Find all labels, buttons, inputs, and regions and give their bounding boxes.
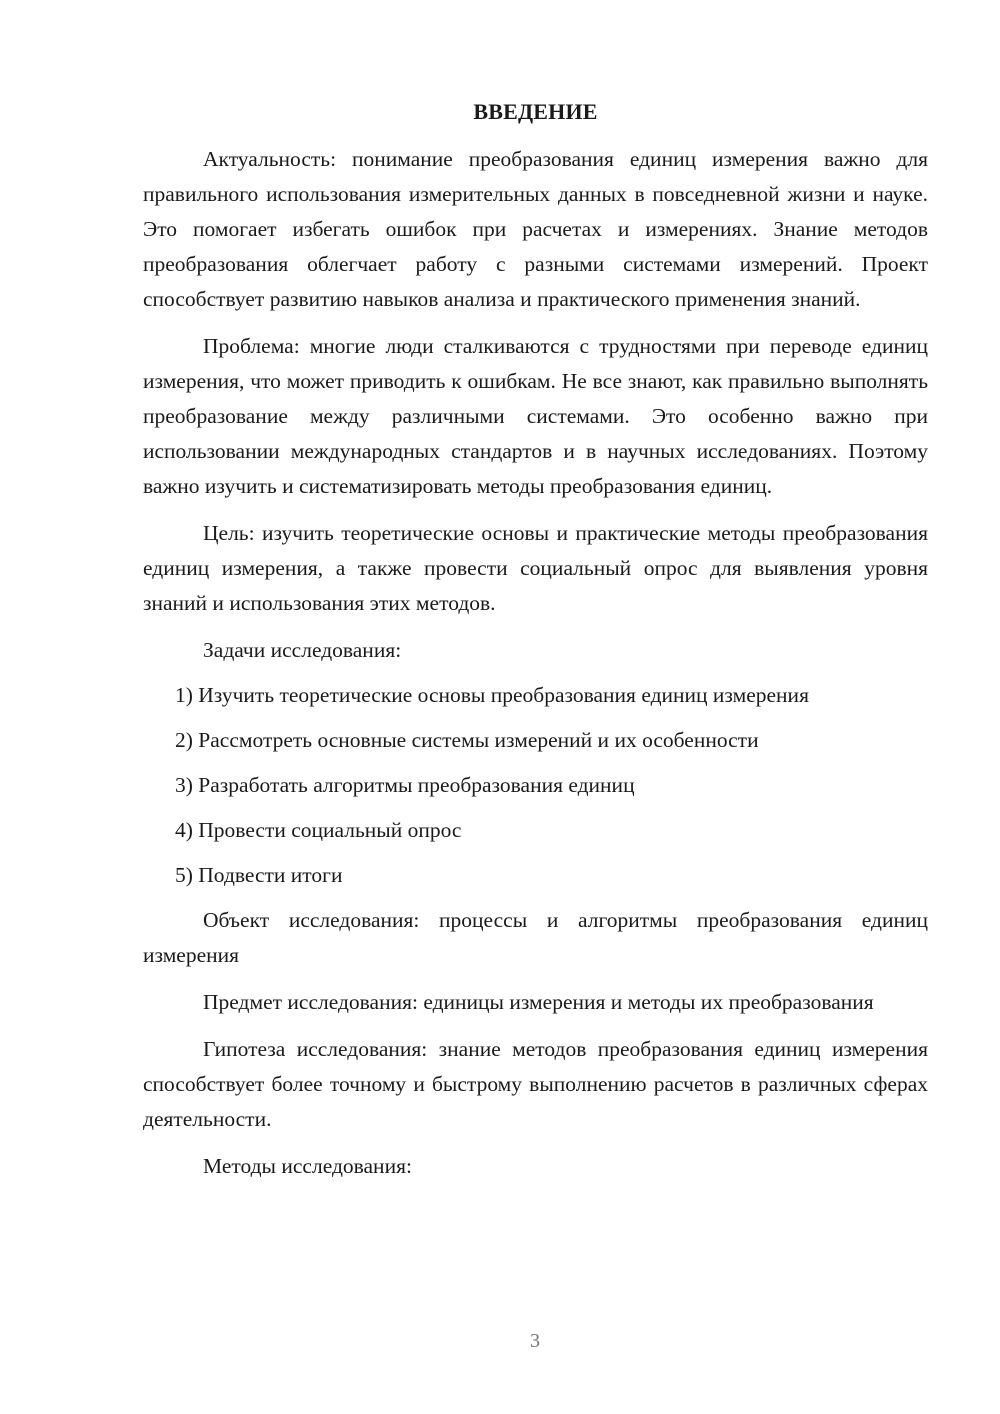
methods-paragraph: Методы исследования: [203, 1154, 412, 1178]
section-heading: ВВЕДЕНИЕ [473, 99, 598, 124]
relevance-paragraph: Актуальность: понимание преобразования единиц измерения важно для правильного использования измерительных данных в повседневной жизни и науке. Это помогает избегать ошибок при расчетах и измерениях. Знание методов преобразования облегчает работу с разными системами измерений. Проект способствует развитию навыков анализа и практического применения знаний. [143, 147, 928, 311]
task-item: 3) Разработать алгоритмы преобразования единиц [175, 773, 635, 797]
document-page [143, 96, 928, 1196]
task-item: 2) Рассмотреть основные системы измерений и их особенности [175, 728, 759, 752]
task-item: 1) Изучить теоретические основы преобразования единиц измерения [175, 683, 809, 707]
subject-paragraph: Предмет исследования: единицы измерения и методы их преобразования [203, 990, 874, 1014]
task-item: 4) Провести социальный опрос [175, 818, 462, 842]
hypothesis-paragraph: Гипотеза исследования: знание методов преобразования единиц измерения способствует более точному и быстрому выполнению расчетов в различных сферах деятельности. [143, 1037, 928, 1131]
task-item: 5) Подвести итоги [175, 863, 343, 887]
tasks-intro: Задачи исследования: [203, 638, 402, 662]
object-paragraph: Объект исследования: процессы и алгоритмы преобразования единиц измерения [143, 908, 928, 967]
page-number: 3 [530, 1330, 540, 1352]
tasks-list [143, 678, 928, 893]
goal-paragraph: Цель: изучить теоретические основы и практические методы преобразования единиц измерения, а также провести социальный опрос для выявления уровня знаний и использования этих методов. [143, 521, 928, 615]
problem-paragraph: Проблема: многие люди сталкиваются с трудностями при переводе единиц измерения, что может приводить к ошибкам. Не все знают, как правильно выполнять преобразование между различными системами. Это особенно важно при использовании международных стандартов и в научных исследованиях. Поэтому важно изучить и систематизировать методы преобразования единиц. [143, 334, 928, 498]
